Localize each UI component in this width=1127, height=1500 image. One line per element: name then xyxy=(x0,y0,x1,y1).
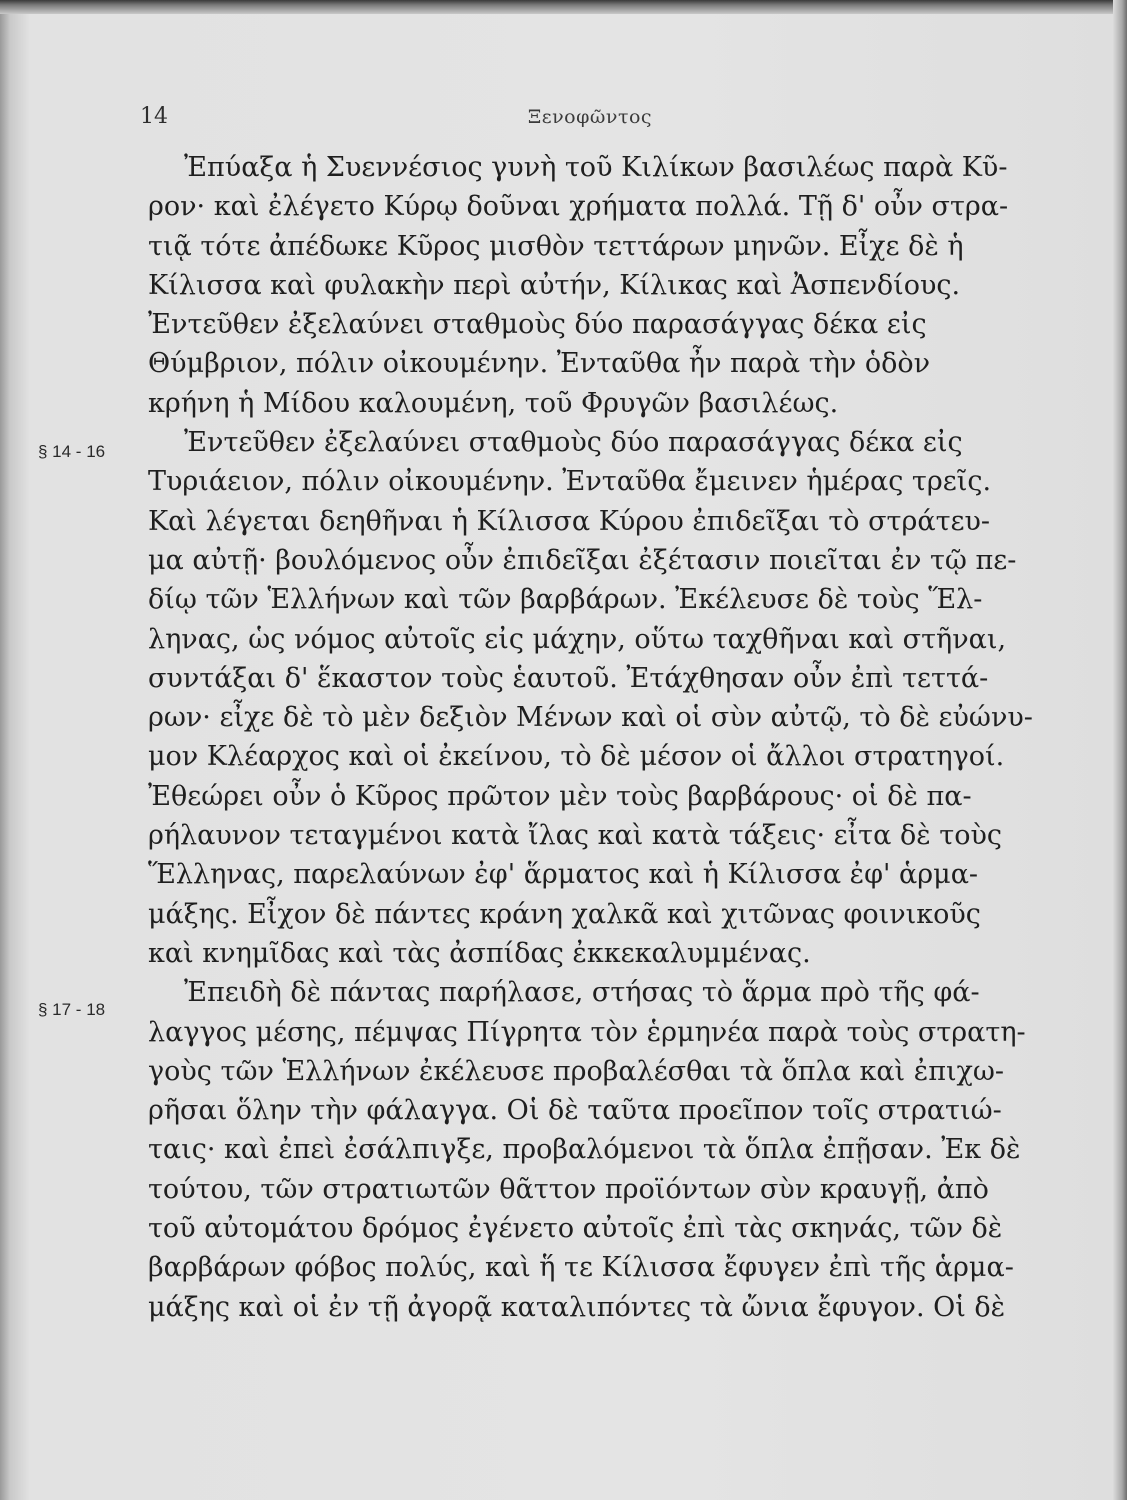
text-line: Τυριάειον, πόλιν οἰκουμένην. Ἐνταῦθα ἔμεινεν ἡμέρας τρεῖς. xyxy=(148,466,992,498)
text-line: Ἐντεῦθεν ἐξελαύνει σταθμοὺς δύο παρασάγγας δέκα εἰς xyxy=(184,427,963,459)
text-line: καὶ κνημῖδας καὶ τὰς ἀσπίδας ἐκκεκαλυμμένας. xyxy=(148,937,811,969)
text-line: Ἕλληνας, παρελαύνων ἐφ' ἅρματος καὶ ἡ Κίλισσα ἐφ' ἁρμα- xyxy=(148,859,979,891)
text-line: Ἐντεῦθεν ἐξελαύνει σταθμοὺς δύο παρασάγγας δέκα εἰς xyxy=(148,309,927,341)
margin-note-section-17-18: § 17 - 18 xyxy=(38,1000,106,1019)
text-line: συντάξαι δ' ἕκαστον τοὺς ἑαυτοῦ. Ἐτάχθησαν οὖν ἐπὶ τεττά- xyxy=(148,662,989,694)
text-line: μάξης καὶ οἱ ἐν τῇ ἀγορᾷ καταλιπόντες τὰ ὤνια ἔφυγον. Οἱ δὲ xyxy=(148,1291,1006,1323)
text-line: μον Κλέαρχος καὶ οἱ ἐκείνου, τὸ δὲ μέσον οἱ ἄλλοι στρατηγοί. xyxy=(148,741,1005,773)
page-edge-right xyxy=(1113,0,1127,1500)
page-header xyxy=(140,104,1040,138)
text-line: κρήνη ἡ Μίδου καλουμένη, τοῦ Φρυγῶν βασιλέως. xyxy=(148,387,839,419)
text-line: τοῦ αὐτομάτου δρόμος ἐγένετο αὐτοῖς ἐπὶ τὰς σκηνάς, τῶν δὲ xyxy=(148,1213,1003,1245)
text-line: Θύμβριον, πόλιν οἰκουμένην. Ἐνταῦθα ἦν παρὰ τὴν ὁδὸν xyxy=(148,348,931,380)
text-line: λαγγος μέσης, πέμψας Πίγρητα τὸν ἑρμηνέα παρὰ τοὺς στρατη- xyxy=(148,1016,1026,1048)
text-line: Ἐθεώρει οὖν ὁ Κῦρος πρῶτον μὲν τοὺς βαρβάρους· οἱ δὲ πα- xyxy=(148,780,972,812)
text-line: Καὶ λέγεται δεηθῆναι ἡ Κίλισσα Κύρου ἐπιδεῖξαι τὸ στράτευ- xyxy=(148,505,991,537)
running-title: Ξενοφῶντος xyxy=(527,106,653,128)
page-edge-top xyxy=(0,0,1127,14)
text-line: τούτου, τῶν στρατιωτῶν θᾶττον προϊόντων σὺν κραυγῇ, ἀπὸ xyxy=(148,1173,989,1205)
text-line: Κίλισσα καὶ φυλακὴν περὶ αὐτήν, Κίλικας καὶ Ἀσπενδίους. xyxy=(148,269,961,301)
page-number: 14 xyxy=(140,104,168,129)
text-line: δίῳ τῶν Ἑλλήνων καὶ τῶν βαρβάρων. Ἐκέλευσε δὲ τοὺς Ἕλ- xyxy=(148,584,983,616)
text-line: μάξης. Εἶχον δὲ πάντες κράνη χαλκᾶ καὶ χιτῶνας φοινικοῦς xyxy=(148,898,981,930)
text-line: βαρβάρων φόβος πολύς, καὶ ἥ τε Κίλισσα ἔφυγεν ἐπὶ τῆς ἁρμα- xyxy=(148,1252,1014,1284)
text-line: μα αὐτῇ· βουλόμενος οὖν ἐπιδεῖξαι ἐξέτασιν ποιεῖται ἐν τῷ πε- xyxy=(148,544,1017,576)
text-line: ρῆσαι ὅλην τὴν φάλαγγα. Οἱ δὲ ταῦτα προεῖπον τοῖς στρατιώ- xyxy=(148,1095,1002,1127)
text-line: γοὺς τῶν Ἑλλήνων ἐκέλευσε προβαλέσθαι τὰ ὅπλα καὶ ἐπιχω- xyxy=(148,1055,1005,1087)
text-line: ρων· εἶχε δὲ τὸ μὲν δεξιὸν Μένων καὶ οἱ σὺν αὐτῷ, τὸ δὲ εὐώνυ- xyxy=(148,702,1033,734)
text-line: Ἐπύαξα ἡ Συεννέσιος γυνὴ τοῦ Κιλίκων βασιλέως παρὰ Κῦ- xyxy=(184,152,1008,183)
text-line: τιᾷ τότε ἀπέδωκε Κῦρος μισθὸν τεττάρων μηνῶν. Εἶχε δὲ ἡ xyxy=(148,230,964,262)
text-line: Ἐπειδὴ δὲ πάντας παρήλασε, στήσας τὸ ἅρμα πρὸ τῆς φά- xyxy=(184,977,980,1009)
margin-note-section-14-16: § 14 - 16 xyxy=(38,442,106,461)
text-line: ρον· καὶ ἐλέγετο Κύρῳ δοῦναι χρήματα πολλά. Τῇ δ' οὖν στρα- xyxy=(148,191,1009,223)
text-line: ληνας, ὡς νόμος αὐτοῖς εἰς μάχην, οὕτω ταχθῆναι καὶ στῆναι, xyxy=(148,623,1007,655)
body-text xyxy=(148,148,1038,1327)
text-line: ταις· καὶ ἐπεὶ ἐσάλπιγξε, προβαλόμενοι τὰ ὅπλα ἐπῇσαν. Ἐκ δὲ xyxy=(148,1134,1021,1166)
text-line: ρήλαυνον τεταγμένοι κατὰ ἴλας καὶ κατὰ τάξεις· εἶτα δὲ τοὺς xyxy=(148,820,1002,852)
